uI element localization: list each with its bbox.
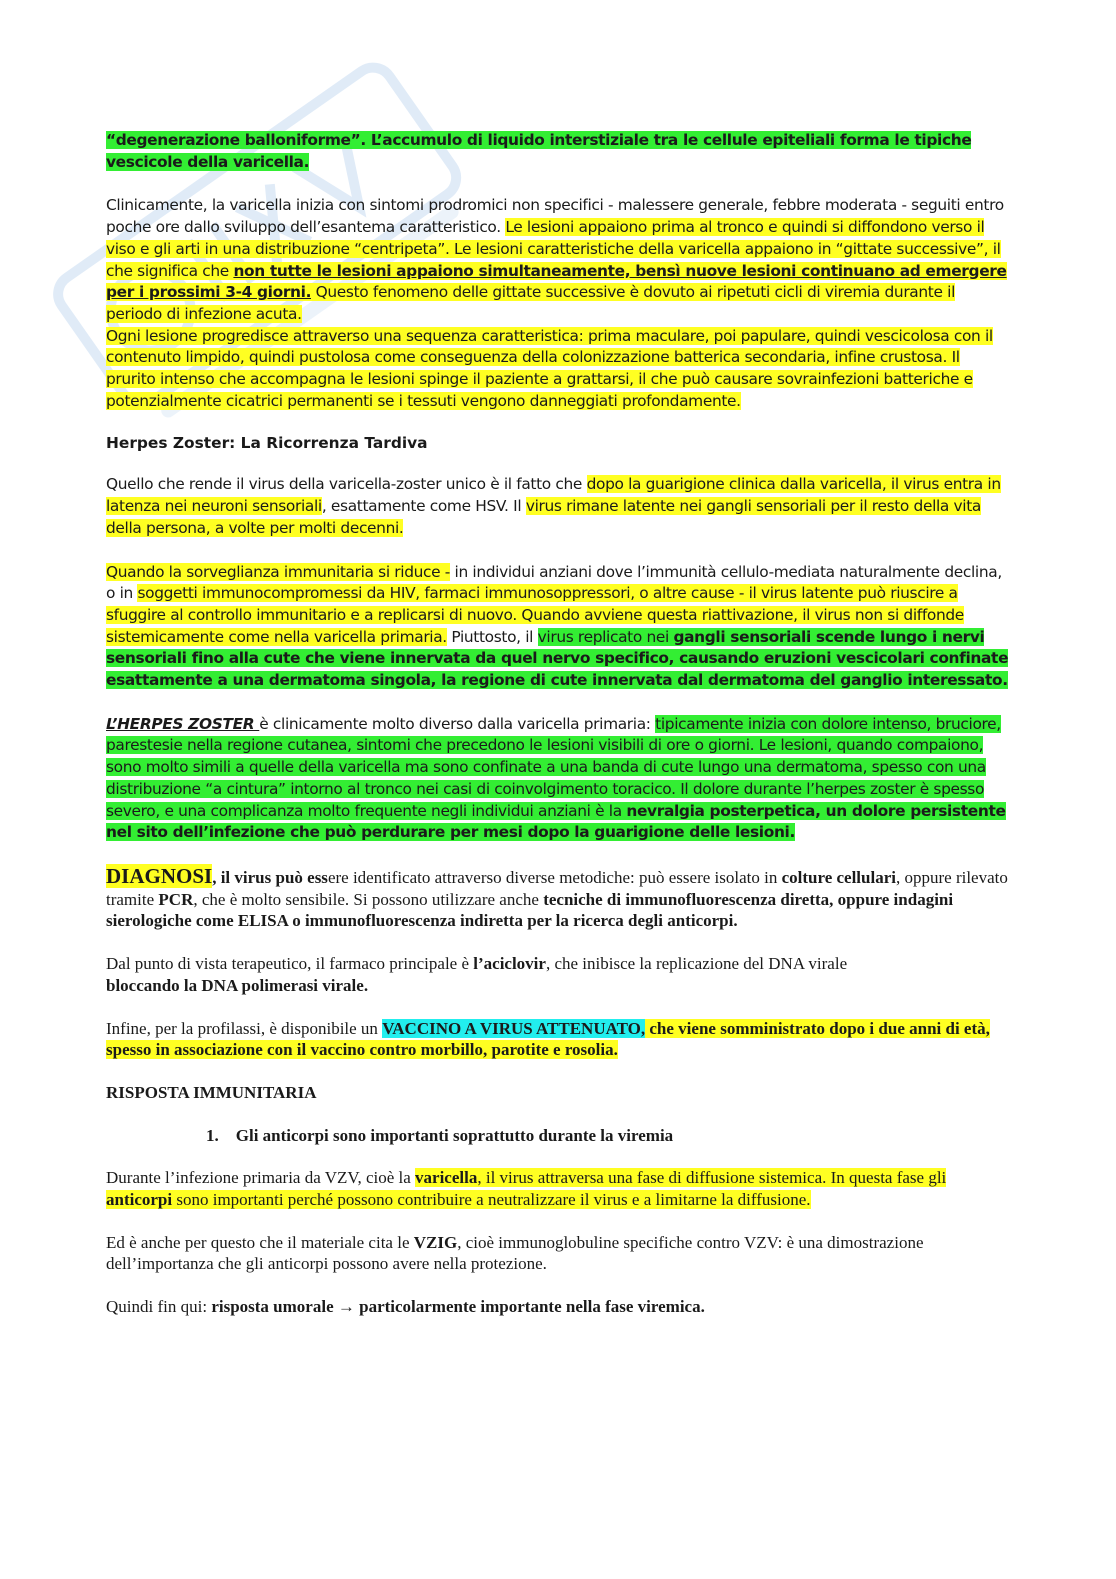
text-span: non tutte le lesioni appaiono simultaneamente, bensì nuove lesioni continuano ad emergere per i prossimi 3-4 giorni. <box>106 261 1007 302</box>
paragraph-vzig <box>106 1232 1011 1275</box>
paragraph-viremia <box>106 1167 1011 1210</box>
text-span: , il virus attraversa una fase di diffusione sistemica. In questa fase gli <box>477 1168 947 1188</box>
paragraph-terapia <box>106 953 1011 996</box>
text-span: , che inibisce la replicazione del DNA virale <box>545 954 848 974</box>
text-span: in individui anziani dove l’immunità cellulo-mediata naturalmente declina, o in <box>106 562 1002 603</box>
text-span: Piuttosto, il <box>446 627 538 646</box>
text-span: L’HERPES ZOSTER <box>106 714 260 733</box>
numbered-heading <box>106 1125 1011 1147</box>
text-span: PCR <box>158 889 194 909</box>
paragraph-herpes-zoster <box>106 714 1011 844</box>
text-span: virus rimane latente nei gangli sensoriali per il resto della vita della persona, a volte per molti decenni. <box>106 497 981 537</box>
text-span: , oppure rilevato tramite <box>106 867 1008 909</box>
diagnosi-label: DIAGNOSI <box>106 863 213 888</box>
text-span: nevralgia posterpetica, un dolore persistente nel sito dell’infezione che può perdurare per mesi dopo la guarigione delle lesioni. <box>106 801 1006 842</box>
paragraph-diagnosi <box>106 863 1011 932</box>
text-span: risposta umorale → particolarmente importante nella fase viremica. <box>211 1297 705 1317</box>
text-span: anticorpi <box>106 1190 173 1210</box>
text-span: RISPOSTA IMMUNITARIA <box>106 1082 317 1102</box>
text-span: virus replicato nei <box>537 627 674 646</box>
section-heading-herpes: Herpes Zoster: La Ricorrenza Tardiva <box>106 434 428 453</box>
paragraph-riattivazione <box>106 562 1011 692</box>
text-span: , il virus può ess <box>212 867 328 887</box>
text-span: è clinicamente molto diverso dalla varicella primaria: <box>259 714 656 733</box>
text-span: l’aciclovir <box>473 954 546 974</box>
paragraph-degenerazione <box>106 130 1011 173</box>
text-span: Dal punto di vista terapeutico, il farmaco principale è <box>106 954 474 974</box>
text-span: Ogni lesione progredisce attraverso una sequenza caratteristica: prima maculare, poi papulare, quindi vescicolosa con il contenuto limpido, quindi pustolosa come conseguenza della colonizzazione batterica secondaria, infine crustosa. Il prurito intenso che accompagna le lesioni spinge il paziente a grattarsi, il che può causare sovrainfezioni batteriche e potenzialmente cicatrici permanenti se i tessuti vengono danneggiati profondamente. <box>106 326 993 410</box>
text-span: VZIG <box>413 1232 458 1252</box>
text-span: “degenerazione balloniforme”. L’accumulo di liquido interstiziale tra le cellule epiteliali forma le tipiche vescicole della varicella. <box>106 131 972 171</box>
text-span: che viene somministrato dopo i due anni di età, spesso in associazione con il vaccino contro morbillo, parotite e rosolia. <box>106 1018 990 1060</box>
list-number: 1. <box>206 1125 219 1145</box>
text-span: dopo la guarigione clinica dalla varicella, il virus entra in latenza nei neuroni sensoriali <box>106 475 1001 516</box>
section-heading-risposta <box>106 1082 1011 1104</box>
text-span: varicella <box>415 1168 478 1188</box>
text-span: Quindi fin qui: <box>106 1297 212 1317</box>
text-span: ere identificato attraverso diverse metodiche: può essere isolato in <box>327 867 782 887</box>
text-span: Quando la sorveglianza immunitaria si riduce - <box>106 562 451 581</box>
text-span: bloccando la DNA polimerasi virale. <box>106 975 369 995</box>
text-span: Quello che rende il virus della varicella-zoster unico è il fatto che <box>106 475 587 494</box>
text-span: tipicamente inizia con dolore intenso, bruciore, parestesie nella regione cutanea, sintomi che precedono le lesioni visibili di ore o giorni. Le lesioni, quando compaiono, sono molto simili a quelle della varicella ma sono confinate a una banda di cute lungo una dermatoma, spesso con una distribuzione “a cintura” intorno al tronco nei casi di coinvolgimento toracico. Il dolore durante l’herpes zoster è spesso severo, e una complicanza molto frequente negli individui anziani è la <box>106 714 1001 820</box>
text-span: tecniche di immunofluorescenza diretta, oppure indagini sierologiche come ELISA o immunofluorescenza indiretta per la ricerca degli anticorpi. <box>106 889 954 931</box>
text-span: Infine, per la profilassi, è disponibile un <box>106 1018 383 1038</box>
text-span: VACCINO A VIRUS ATTENUATO, <box>382 1018 646 1038</box>
text-span: Ed è anche per questo che il materiale cita le <box>106 1232 414 1252</box>
text-span: , che è molto sensibile. Si possono utilizzare anche <box>193 889 544 909</box>
text-span: Le lesioni appaiono prima al tronco e quindi si diffondono verso il viso e gli arti in una distribuzione “centripeta”. Le lesioni caratteristiche della varicella appaiono in “gittate successive”, il che significa che <box>106 218 1001 280</box>
text-span: Gli anticorpi sono importanti soprattutto durante la viremia <box>235 1125 674 1145</box>
text-span: sono importanti perché possono contribuire a neutralizzare il virus e a limitarne la diffusione. <box>172 1190 811 1210</box>
text-span: colture cellulari <box>781 867 896 887</box>
text-span: Clinicamente, la varicella inizia con sintomi prodromici non specifici - malessere generale, febbre moderata - seguiti entro poche ore dallo sviluppo dell’esantema caratteristico. <box>106 196 1004 237</box>
paragraph-profilassi <box>106 1018 1011 1061</box>
text-span: Questo fenomeno delle gittate successive è dovuto ai ripetuti cicli di viremia durante il periodo di infezione acuta. <box>106 283 955 323</box>
paragraph-latenza <box>106 474 1011 539</box>
text-span: , esattamente come HSV. Il <box>321 497 526 516</box>
text-span: gangli sensoriali scende lungo i nervi sensoriali fino alla cute che viene innervata da quel nervo specifico, causando eruzioni vescicolari confinate esattamente a una dermatoma singola, la regione di cute innervata dal dermatoma del ganglio interessato. <box>106 627 1009 690</box>
text-span: Durante l’infezione primaria da VZV, cioè la <box>106 1168 416 1188</box>
paragraph-quindi <box>106 1296 1011 1318</box>
text-span: , cioè immunoglobuline specifiche contro VZV: è una dimostrazione dell’importanza che gli anticorpi possono avere nella protezione. <box>106 1232 924 1274</box>
document-body <box>106 130 1011 1318</box>
paragraph-clinicamente <box>106 195 1011 412</box>
text-span: soggetti immunocompromessi da HIV, farmaci immunosoppressori, o altre cause - il virus latente può riuscire a sfuggire al controllo immunitario e a replicarsi di nuovo. Quando avviene questa riattivazione, il virus non si diffonde sistemicamente come nella varicella primaria. <box>106 584 964 646</box>
